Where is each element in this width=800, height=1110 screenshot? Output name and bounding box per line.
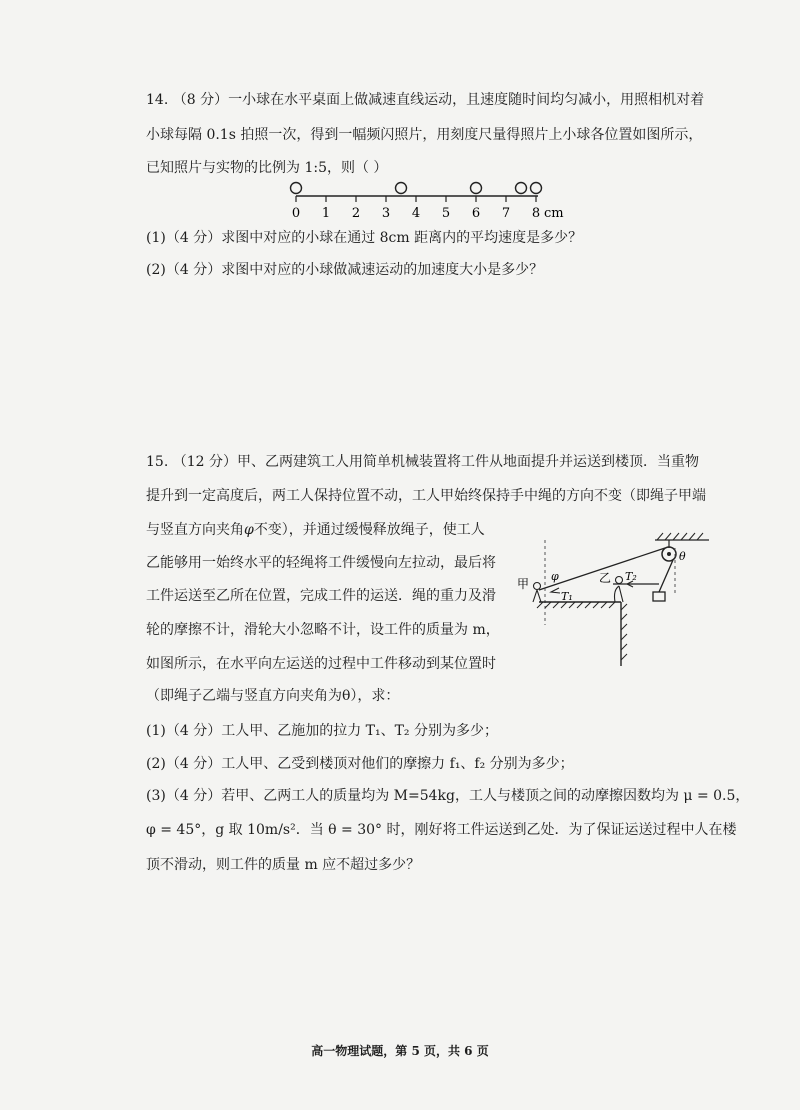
ball-position (291, 183, 302, 194)
ruler-tick-label: 5 (441, 206, 451, 221)
ruler-tick-label: 6 (471, 206, 481, 221)
phi-symbol: φ (244, 522, 254, 538)
ball-position (516, 183, 527, 194)
q14-sub2: (2)（4 分）求图中对应的小球做减速运动的加速度大小是多少？ (146, 262, 544, 278)
q15-line2: 提升到一定高度后，两工人保持位置不动，工人甲始终保持手中绳的方向不变（即绳子甲端 (146, 488, 706, 504)
ruler-tick-label: 0 (291, 206, 301, 221)
workpiece-box (653, 592, 665, 601)
q14-sub1: (1)（4 分）求图中对应的小球在通过 8cm 距离内的平均速度是多少？ (146, 230, 583, 246)
q15-sub3-line2: φ = 45°，g 取 10m/s²．当 θ = 30° 时，刚好将工件运送到乙处．为了保证运送过程中人在楼 (146, 822, 737, 838)
label-jia: 甲 (517, 577, 530, 591)
ball-position (471, 183, 482, 194)
page-footer: 高一物理试题，第 5 页，共 6 页 (311, 1044, 489, 1058)
ruler-diagram (280, 178, 600, 228)
q15-line5: 工件运送至乙所在位置，完成工件的运送．绳的重力及滑 (146, 588, 496, 604)
ball-position (531, 183, 542, 194)
q15-line6: 轮的摩擦不计，滑轮大小忽略不计，设工件的质量为 m， (146, 622, 500, 638)
q15-line3 (146, 520, 485, 540)
label-yi: 乙 (599, 571, 612, 585)
q15-line7: 如图所示，在水平向左运送的过程中工件移动到某位置时 (146, 656, 496, 672)
ball-position (396, 183, 407, 194)
q15-sub3-line1: (3)（4 分）若甲、乙两工人的质量均为 M=54kg，工人与楼顶之间的动摩擦因数均为 μ = 0.5， (146, 788, 750, 804)
label-t2: T₂ (625, 570, 637, 583)
q15-line4: 乙能够用一始终水平的轻绳将工件缓慢向左拉动，最后将 (146, 555, 496, 571)
label-phi: φ (551, 570, 559, 583)
ruler-tick-label: 4 (411, 206, 421, 221)
q15-line3-start: 与竖直方向夹角 (146, 522, 244, 538)
q15-line3-end: 不变），并通过缓慢释放绳子，使工人 (253, 522, 485, 538)
label-t1: T₁ (561, 590, 573, 603)
q14-line2: 小球每隔 0.1s 拍照一次，得到一幅频闪照片，用刻度尺量得照片上小球各位置如图所示， (146, 127, 703, 143)
ruler-tick-label: 1 (321, 206, 331, 221)
ruler-tick-label: 2 (351, 206, 361, 221)
q14-line3: 已知照片与实物的比例为 1:5，则（ ） (146, 160, 388, 176)
pulley-diagram (515, 530, 715, 670)
q15-sub2: (2)（4 分）工人甲、乙受到楼顶对他们的摩擦力 f₁、f₂ 分别为多少； (146, 756, 574, 772)
ruler-unit-label: cm (544, 206, 564, 221)
ruler-tick-label: 8 (531, 206, 541, 221)
ruler-tick-label: 3 (381, 206, 391, 221)
q15-line8: （即绳子乙端与竖直方向夹角为θ），求： (146, 688, 400, 704)
label-theta: θ (679, 550, 686, 563)
q15-sub3-line3: 顶不滑动，则工件的质量 m 应不超过多少？ (146, 857, 421, 873)
q14-line1: 14. （8 分）一小球在水平桌面上做减速直线运动，且速度随时间均匀减小，用照相机对着 (146, 92, 705, 108)
ruler-tick-label: 7 (501, 206, 511, 221)
q15-sub1: (1)（4 分）工人甲、乙施加的拉力 T₁、T₂ 分别为多少； (146, 723, 498, 739)
q15-line1: 15. （12 分）甲、乙两建筑工人用简单机械装置将工件从地面提升并运送到楼顶．当重物 (146, 454, 699, 470)
